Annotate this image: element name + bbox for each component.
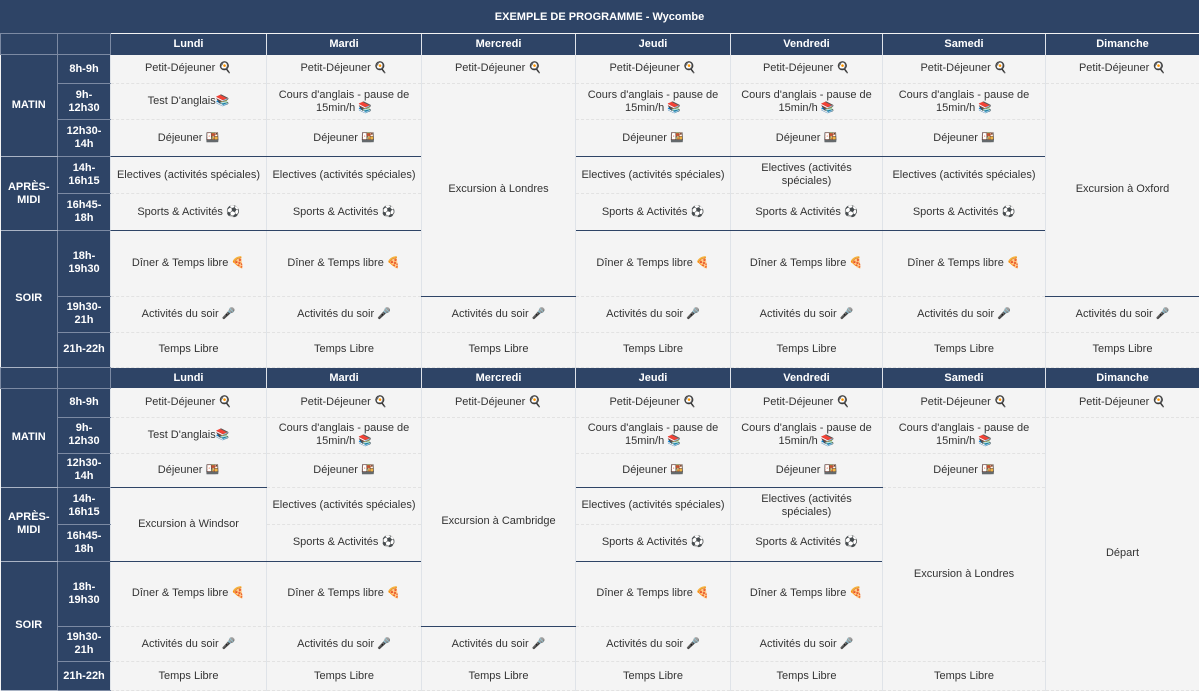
- day-header: Dimanche: [1046, 34, 1199, 55]
- time-slot: 12h30-14h: [58, 120, 111, 157]
- activity-cell: Activités du soir 🎤: [731, 296, 883, 332]
- activity-cell: Déjeuner 🍱: [576, 120, 731, 157]
- activity-cell: Sports & Activités ⚽: [576, 524, 731, 561]
- activity-cell: Test D'anglais📚: [111, 417, 267, 453]
- activity-cell: Déjeuner 🍱: [883, 120, 1046, 157]
- corner-cell: [1, 34, 58, 55]
- day-header: Mardi: [267, 367, 422, 388]
- activity-cell: Temps Libre: [883, 332, 1046, 367]
- week1-row-lunch: [1, 120, 1199, 157]
- activity-cell: Petit-Déjeuner 🍳: [731, 55, 883, 84]
- activity-cell: Cours d'anglais - pause de 15min/h 📚: [267, 417, 422, 453]
- activity-cell: Sports & Activités ⚽: [883, 194, 1046, 231]
- activity-cell: Petit-Déjeuner 🍳: [883, 55, 1046, 84]
- activity-cell: Sports & Activités ⚽: [731, 524, 883, 561]
- activity-cell: Electives (activités spéciales): [731, 487, 883, 524]
- week1-row-free: [1, 332, 1199, 367]
- activity-cell: Déjeuner 🍱: [731, 453, 883, 487]
- activity-cell: Activités du soir 🎤: [267, 296, 422, 332]
- time-slot: 14h-16h15: [58, 157, 111, 194]
- activity-cell: Temps Libre: [883, 662, 1046, 691]
- activity-cell: Dîner & Temps libre 🍕: [267, 231, 422, 297]
- excursion-cell: Excursion à Londres: [883, 487, 1046, 662]
- activity-cell: Déjeuner 🍱: [883, 453, 1046, 487]
- activity-cell: Cours d'anglais - pause de 15min/h 📚: [576, 84, 731, 120]
- activity-cell: Déjeuner 🍱: [576, 453, 731, 487]
- day-header: Mercredi: [422, 34, 576, 55]
- activity-cell: Petit-Déjeuner 🍳: [111, 388, 267, 417]
- week2-header-row: [1, 367, 1199, 388]
- excursion-cell: Excursion à Windsor: [111, 487, 267, 561]
- week1-row-electives: [1, 157, 1199, 194]
- activity-cell: Cours d'anglais - pause de 15min/h 📚: [731, 417, 883, 453]
- activity-cell: Activités du soir 🎤: [422, 296, 576, 332]
- activity-cell: Petit-Déjeuner 🍳: [111, 55, 267, 84]
- time-slot: 16h45-18h: [58, 524, 111, 561]
- activity-cell: Déjeuner 🍱: [111, 453, 267, 487]
- activity-cell: Activités du soir 🎤: [267, 627, 422, 662]
- week2-row-lunch: [1, 453, 1199, 487]
- activity-cell: Test D'anglais📚: [111, 84, 267, 120]
- period-apres-midi: APRÈS-MIDI: [1, 487, 58, 561]
- day-header: Lundi: [111, 367, 267, 388]
- activity-cell: Déjeuner 🍱: [267, 453, 422, 487]
- activity-cell: Cours d'anglais - pause de 15min/h 📚: [731, 84, 883, 120]
- excursion-cell: Excursion à Londres: [422, 84, 576, 297]
- time-slot: 9h-12h30: [58, 84, 111, 120]
- activity-cell: Déjeuner 🍱: [731, 120, 883, 157]
- activity-cell: Temps Libre: [576, 662, 731, 691]
- week1-row-breakfast: [1, 55, 1199, 84]
- activity-cell: Sports & Activités ⚽: [731, 194, 883, 231]
- activity-cell: Temps Libre: [267, 662, 422, 691]
- activity-cell: Activités du soir 🎤: [576, 296, 731, 332]
- week1-row-dinner: [1, 231, 1199, 297]
- activity-cell: Cours d'anglais - pause de 15min/h 📚: [883, 417, 1046, 453]
- activity-cell: Cours d'anglais - pause de 15min/h 📚: [267, 84, 422, 120]
- activity-cell: Petit-Déjeuner 🍳: [576, 55, 731, 84]
- time-slot: 8h-9h: [58, 55, 111, 84]
- day-header: Vendredi: [731, 34, 883, 55]
- activity-cell: Activités du soir 🎤: [111, 296, 267, 332]
- week1-row-evening: [1, 296, 1199, 332]
- activity-cell: Dîner & Temps libre 🍕: [111, 231, 267, 297]
- activity-cell: Activités du soir 🎤: [731, 627, 883, 662]
- activity-cell: Dîner & Temps libre 🍕: [267, 561, 422, 627]
- week2-row-morning: [1, 417, 1199, 453]
- activity-cell: Activités du soir 🎤: [1046, 296, 1199, 332]
- activity-cell: Activités du soir 🎤: [111, 627, 267, 662]
- day-header: Jeudi: [576, 367, 731, 388]
- time-slot: 21h-22h: [58, 332, 111, 367]
- day-header: Vendredi: [731, 367, 883, 388]
- corner-cell: [58, 367, 111, 388]
- activity-cell: Déjeuner 🍱: [267, 120, 422, 157]
- activity-cell: Activités du soir 🎤: [422, 627, 576, 662]
- day-header: Mercredi: [422, 367, 576, 388]
- excursion-cell: Excursion à Cambridge: [422, 417, 576, 627]
- period-soir: SOIR: [1, 561, 58, 691]
- period-soir: SOIR: [1, 231, 58, 368]
- activity-cell: Petit-Déjeuner 🍳: [267, 388, 422, 417]
- activity-cell: Electives (activités spéciales): [576, 487, 731, 524]
- activity-cell: Dîner & Temps libre 🍕: [731, 561, 883, 627]
- time-slot: 14h-16h15: [58, 487, 111, 524]
- activity-cell: Petit-Déjeuner 🍳: [731, 388, 883, 417]
- activity-cell: Temps Libre: [731, 662, 883, 691]
- week2-row-electives: [1, 487, 1199, 524]
- activity-cell: Electives (activités spéciales): [267, 157, 422, 194]
- excursion-cell: Excursion à Oxford: [1046, 84, 1199, 297]
- page-title: EXEMPLE DE PROGRAMME - Wycombe: [0, 0, 1199, 33]
- activity-cell: Sports & Activités ⚽: [576, 194, 731, 231]
- week1-row-sports: [1, 194, 1199, 231]
- week2-row-free: [1, 662, 1199, 691]
- period-matin: MATIN: [1, 388, 58, 487]
- activity-cell: Temps Libre: [111, 662, 267, 691]
- activity-cell: Cours d'anglais - pause de 15min/h 📚: [883, 84, 1046, 120]
- activity-cell: Petit-Déjeuner 🍳: [883, 388, 1046, 417]
- schedule-table: [0, 33, 1199, 691]
- activity-cell: Dîner & Temps libre 🍕: [883, 231, 1046, 297]
- day-header: Samedi: [883, 367, 1046, 388]
- activity-cell: Temps Libre: [1046, 332, 1199, 367]
- activity-cell: Petit-Déjeuner 🍳: [422, 388, 576, 417]
- time-slot: 18h-19h30: [58, 561, 111, 627]
- activity-cell: Dîner & Temps libre 🍕: [576, 561, 731, 627]
- time-slot: 8h-9h: [58, 388, 111, 417]
- time-slot: 19h30-21h: [58, 627, 111, 662]
- activity-cell: Petit-Déjeuner 🍳: [1046, 55, 1199, 84]
- day-header: Mardi: [267, 34, 422, 55]
- activity-cell: Temps Libre: [111, 332, 267, 367]
- activity-cell: Temps Libre: [422, 662, 576, 691]
- activity-cell: Sports & Activités ⚽: [111, 194, 267, 231]
- time-slot: 16h45-18h: [58, 194, 111, 231]
- activity-cell: Temps Libre: [267, 332, 422, 367]
- activity-cell: Electives (activités spéciales): [576, 157, 731, 194]
- activity-cell: Temps Libre: [422, 332, 576, 367]
- period-apres-midi: APRÈS-MIDI: [1, 157, 58, 231]
- time-slot: 12h30-14h: [58, 453, 111, 487]
- time-slot: 21h-22h: [58, 662, 111, 691]
- activity-cell: Petit-Déjeuner 🍳: [576, 388, 731, 417]
- activity-cell: Sports & Activités ⚽: [267, 194, 422, 231]
- corner-cell: [58, 34, 111, 55]
- activity-cell: Activités du soir 🎤: [883, 296, 1046, 332]
- time-slot: 18h-19h30: [58, 231, 111, 297]
- activity-cell: Déjeuner 🍱: [111, 120, 267, 157]
- activity-cell: Dîner & Temps libre 🍕: [576, 231, 731, 297]
- time-slot: 19h30-21h: [58, 296, 111, 332]
- corner-cell: [1, 367, 58, 388]
- period-matin: MATIN: [1, 55, 58, 157]
- activity-cell: Activités du soir 🎤: [576, 627, 731, 662]
- activity-cell: Petit-Déjeuner 🍳: [422, 55, 576, 84]
- activity-cell: Sports & Activités ⚽: [267, 524, 422, 561]
- week1-header-row: [1, 34, 1199, 55]
- day-header: Dimanche: [1046, 367, 1199, 388]
- activity-cell: Dîner & Temps libre 🍕: [111, 561, 267, 627]
- activity-cell: Electives (activités spéciales): [111, 157, 267, 194]
- day-header: Jeudi: [576, 34, 731, 55]
- activity-cell: Dîner & Temps libre 🍕: [731, 231, 883, 297]
- day-header: Lundi: [111, 34, 267, 55]
- activity-cell: Cours d'anglais - pause de 15min/h 📚: [576, 417, 731, 453]
- time-slot: 9h-12h30: [58, 417, 111, 453]
- departure-cell: Départ: [1046, 417, 1199, 691]
- activity-cell: Temps Libre: [731, 332, 883, 367]
- week2-row-breakfast: [1, 388, 1199, 417]
- week1-row-morning: [1, 84, 1199, 120]
- activity-cell: Petit-Déjeuner 🍳: [1046, 388, 1199, 417]
- day-header: Samedi: [883, 34, 1046, 55]
- activity-cell: Electives (activités spéciales): [731, 157, 883, 194]
- activity-cell: Electives (activités spéciales): [267, 487, 422, 524]
- activity-cell: Electives (activités spéciales): [883, 157, 1046, 194]
- activity-cell: Temps Libre: [576, 332, 731, 367]
- activity-cell: Petit-Déjeuner 🍳: [267, 55, 422, 84]
